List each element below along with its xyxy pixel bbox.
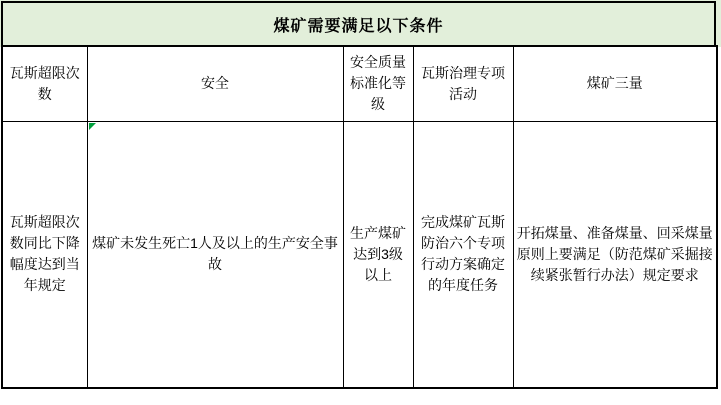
cell-three-quantities-condition[interactable] (513, 121, 717, 388)
conditions-table (1, 45, 718, 389)
table-title: 煤矿需要满足以下条件 (273, 17, 444, 35)
cell-safety-condition[interactable] (87, 121, 343, 388)
header-row (2, 46, 717, 121)
cell-text: 煤矿未发生死亡1人及以上的生产安全事故 (92, 235, 338, 273)
cell-standardization-condition[interactable] (343, 121, 413, 388)
header-cell-three-quantities[interactable]: 煤矿三量 (513, 46, 717, 121)
cell-text: 瓦斯超限次数同比下降幅度达到当年规定 (9, 214, 80, 294)
header-cell-gas-control-activity[interactable]: 瓦斯治理专项活动 (413, 46, 513, 121)
data-row (2, 121, 717, 388)
cell-gas-overlimit-condition[interactable] (2, 121, 87, 388)
header-cell-safety[interactable]: 安全 (87, 46, 343, 121)
cell-text: 生产煤矿达到3级以上 (350, 224, 406, 283)
cell-text: 开拓煤量、准备煤量、回采煤量原则上要满足（防范煤矿采掘接续紧张暂行办法）规定要求 (516, 224, 713, 283)
cell-gas-control-condition[interactable] (413, 121, 513, 388)
header-cell-standardization-level[interactable]: 安全质量标准化等级 (343, 46, 413, 121)
header-cell-gas-overlimit[interactable]: 瓦斯超限次数 (2, 46, 87, 121)
excel-flag-triangle-icon (89, 123, 96, 130)
cell-text: 完成煤矿瓦斯防治六个专项行动方案确定的年度任务 (421, 214, 505, 294)
title-band (0, 0, 721, 47)
table-title-cell[interactable] (1, 1, 716, 47)
